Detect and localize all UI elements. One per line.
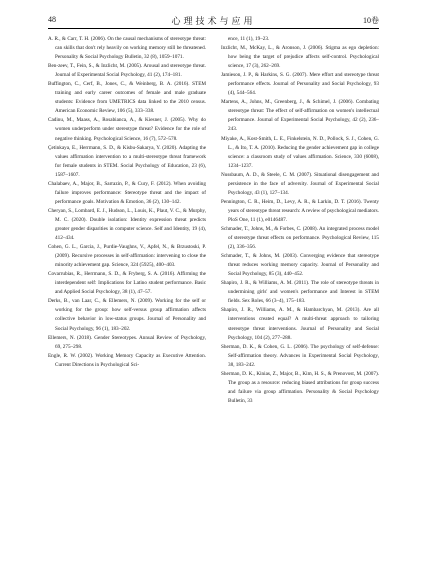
references-left-column bbox=[48, 35, 206, 370]
reference-item: Miyake, A., Kost-Smith, L. E., Finkelstein, N. D., Pollock, S. J., Cohen, G. L., & Ito, T. A. (2010). Reducing the gender achievement gap in college science: a classroom study of values affirmation. Science, 330 (6008), 1234–1237. bbox=[221, 135, 379, 169]
reference-item: Sherman, D. K., Kinias, Z., Major, B., Kim, H. S., & Prenovost, M. (2007). The group as a resource: reducing biased attributions for group success and failure via group affirmation. Personality & Social Psychology Bulletin, 33 bbox=[221, 370, 379, 404]
reference-item: Çetinkaya, E., Herrmann, S. D., & Kisbu-Sakarya, Y. (2020). Adapting the values affirmation intervention to a multi-stereotype threat framework for female students in STEM. Social Psychology of Education, 23 (6), 1587–1607. bbox=[48, 144, 206, 178]
reference-item: Martens, A., Johns, M., Greenberg, J., & Schimel, J. (2006). Combating stereotype threat: The effect of self-affirmation on women's intellectual performance. Journal of Experimental Social Psychology, 42 (2), 236–243. bbox=[221, 99, 379, 133]
reference-item: Cadinu, M., Maass, A., Rosabianca, A., & Kiesner, J. (2005). Why do women underperform under stereotype threat? Evidence for the role of negative thinking. Psychological Science, 16 (7), 572–578. bbox=[48, 117, 206, 142]
reference-item: Sherman, D. K., & Cohen, G. L. (2006). The psychology of self-defense: Self-affirmation theory. Advances in Experimental Social Psychology, 38, 183–242. bbox=[221, 343, 379, 368]
reference-item: Pennington, C. R., Heim, D., Levy, A. R., & Larkin, D. T. (2016). Twenty years of stereotype threat research: A review of psychological mediators. PloS One, 11 (1), e0146487. bbox=[221, 198, 379, 223]
reference-item: Schmader, T., Johns, M., & Forbes, C. (2008). An integrated process model of stereotype threat effects on performance. Psychological Review, 115 (2), 336–356. bbox=[221, 225, 379, 251]
reference-item: Derks, B., van Laar, C., & Ellemers, N. (2009). Working for the self or working for the group: how self-versus group affirmation affects collective behavior in low-status groups. Journal of Personality and Social Psychology, 96 (1), 183–202. bbox=[48, 298, 206, 332]
reference-item: Nussbaum, A. D., & Steele, C. M. (2007). Situational disengagement and persistence in the face of adversity. Journal of Experimental Social Psychology, 43 (1), 127–134. bbox=[221, 171, 379, 196]
reference-item: Ben-zeev, T., Fein, S., & Inzlicht, M. (2005). Arousal and stereotype threat. Journal of Experimental Social Psychology, 41 (2), 174–181. bbox=[48, 63, 206, 79]
reference-item: Cheryan, S., Lombard, E. J., Hudson, L., Louis, K., Plaut, V. C., & Murphy, M. C. (2020). Double isolation: Identity expression threat predicts greater gender disparities in computer science. Self and Identity, 19 (4), 412–434. bbox=[48, 207, 206, 242]
journal-title: 心理技术与应用 bbox=[171, 16, 256, 26]
reference-item: Cohen, G. L., Garcia, J., Purdie-Vaughns, V., Apfel, N., & Brzustoski, P. (2009). Recursive processes in self-affirmation: intervening to close the minority achievement gap. Science, 324 (5925), 400–403. bbox=[48, 244, 206, 269]
reference-item: A. R., & Carr, T. H. (2006). On the causal mechanisms of stereotype threat: can skills that don't rely heavily on working memory still be threatened. Personality & Social Psychology Bulletin, 32 (8), 1059–1071. bbox=[48, 36, 206, 61]
references-right-column bbox=[221, 35, 379, 406]
page-number: 48 bbox=[48, 15, 56, 24]
reference-item: Shapiro, J. R., Williams, A. M., & Hambarchyan, M. (2013). Are all interventions created equal? A multi-threat approach to tailoring stereotype threat interventions. Journal of Personality and Social Psychology, 104 (2), 277–288. bbox=[221, 307, 379, 341]
reference-item: Ellemers, N. (2018). Gender Stereotypes. Annual Review of Psychology, 69, 275–298. bbox=[48, 334, 206, 350]
reference-item: Buffington, C., Cerf, B., Jones, C., & Weinberg, B. A. (2016). STEM training and early career outcomes of female and male graduate students: Evidence from UMETRICS data linked to the 2010 census. American Economic Review, 106 (5), 333–338. bbox=[48, 81, 206, 115]
reference-item: Engle, R. W. (2002). Working Memory Capacity as Executive Attention. Current Directions in Psychological Sci- bbox=[48, 352, 206, 368]
reference-item: Covarrubias, R., Herrmann, S. D., & Fryberg, S. A. (2016). Affirming the interdependent self: Implications for Latino student performance. Basic and Applied Social Psychology, 38 (1), 47–57. bbox=[48, 271, 206, 296]
reference-continuation: ence, 11 (1), 19–23. bbox=[228, 36, 270, 42]
volume-label: 10卷 bbox=[363, 16, 379, 25]
reference-item: Schmader, T., & Johns, M. (2003). Converging evidence that stereotype threat reduces working memory capacity. Journal of Personality and Social Psychology, 85 (3), 440–452. bbox=[221, 253, 379, 278]
running-header bbox=[48, 12, 379, 29]
reference-item: Inzlicht, M., McKay, L., & Aronson, J. (2006). Stigma as ego depletion: how being the target of prejudice affects self-control. Psychological science, 17 (3), 262–269. bbox=[221, 45, 379, 70]
reference-item: Shapiro, J. R., & Williams, A. M. (2011). The role of stereotype threats in undermining girls' and women's performance and Interest in STEM fields. Sex Roles, 66 (3–4), 175–183. bbox=[221, 280, 379, 305]
reference-item: Jamieson, J. P., & Harkins, S. G. (2007). Mere effort and stereotype threat performance effects. Journal of Personality and Social Psychology, 93 (4), 544–564. bbox=[221, 72, 379, 97]
reference-item: Chalabaev, A., Major, B., Sarrazin, P., & Cury, F. (2012). When avoiding failure improves performance: Stereotype threat and the impact of performance goals. Motivation & Emotion, 36 (2), 130–142. bbox=[48, 180, 206, 205]
